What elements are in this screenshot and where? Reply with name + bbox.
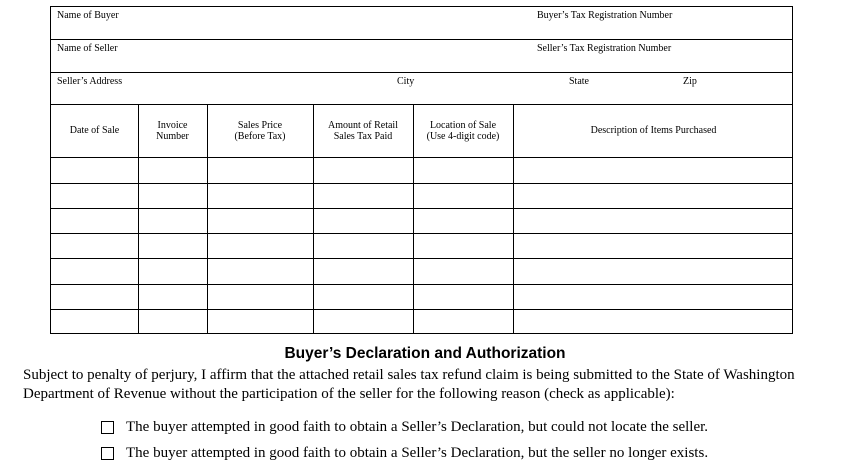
buyer-tax-reg-label: Buyer’s Tax Registration Number	[537, 10, 673, 21]
option-label: The buyer attempted in good faith to obtain a Seller’s Declaration, but the seller no longer exists.	[126, 445, 709, 461]
column-header-row	[51, 105, 792, 158]
buyer-name-label: Name of Buyer	[57, 10, 119, 21]
table-row-divider	[51, 258, 792, 259]
date-of-sale-header: Date of Sale	[69, 125, 120, 137]
checkbox[interactable]	[101, 447, 114, 460]
table-row-divider	[51, 309, 792, 310]
option-could-not-locate-seller[interactable]	[101, 418, 708, 436]
seller-address-row[interactable]	[51, 73, 792, 105]
zip-label: Zip	[683, 76, 697, 87]
table-row-divider	[51, 183, 792, 184]
option-label: The buyer attempted in good faith to obtain a Seller’s Declaration, but could not locate the seller.	[126, 419, 709, 435]
column-divider	[513, 105, 514, 333]
seller-name-label: Name of Seller	[57, 43, 118, 54]
checkbox[interactable]	[101, 421, 114, 434]
state-label: State	[569, 76, 589, 87]
seller-address-label: Seller’s Address	[57, 76, 123, 87]
description-header: Description of Items Purchased	[590, 125, 717, 137]
column-divider	[207, 105, 208, 333]
declaration-heading: Buyer’s Declaration and Authorization	[284, 345, 566, 362]
declaration-paragraph: Subject to penalty of perjury, I affirm that the attached retail sales tax refund claim is being submitted to the State of Washington Department of Revenue without the participation of the seller for the following reason (check as applicable):	[23, 367, 795, 402]
invoice-number-header: Invoice Number	[156, 119, 189, 142]
column-divider	[138, 105, 139, 333]
city-label: City	[397, 76, 415, 87]
option-seller-no-longer-exists[interactable]	[101, 444, 708, 462]
column-divider	[313, 105, 314, 333]
column-divider	[413, 105, 414, 333]
purchase-form-table	[50, 6, 793, 334]
sales-tax-paid-header: Amount of Retail Sales Tax Paid	[328, 119, 398, 142]
table-row-divider	[51, 233, 792, 234]
location-of-sale-header: Location of Sale (Use 4-digit code)	[426, 119, 500, 142]
seller-row[interactable]	[51, 40, 792, 73]
sales-price-header: Sales Price (Before Tax)	[234, 119, 286, 142]
table-row-divider	[51, 284, 792, 285]
seller-tax-reg-label: Seller’s Tax Registration Number	[537, 43, 672, 54]
buyer-row[interactable]	[51, 7, 792, 40]
table-row-divider	[51, 208, 792, 209]
